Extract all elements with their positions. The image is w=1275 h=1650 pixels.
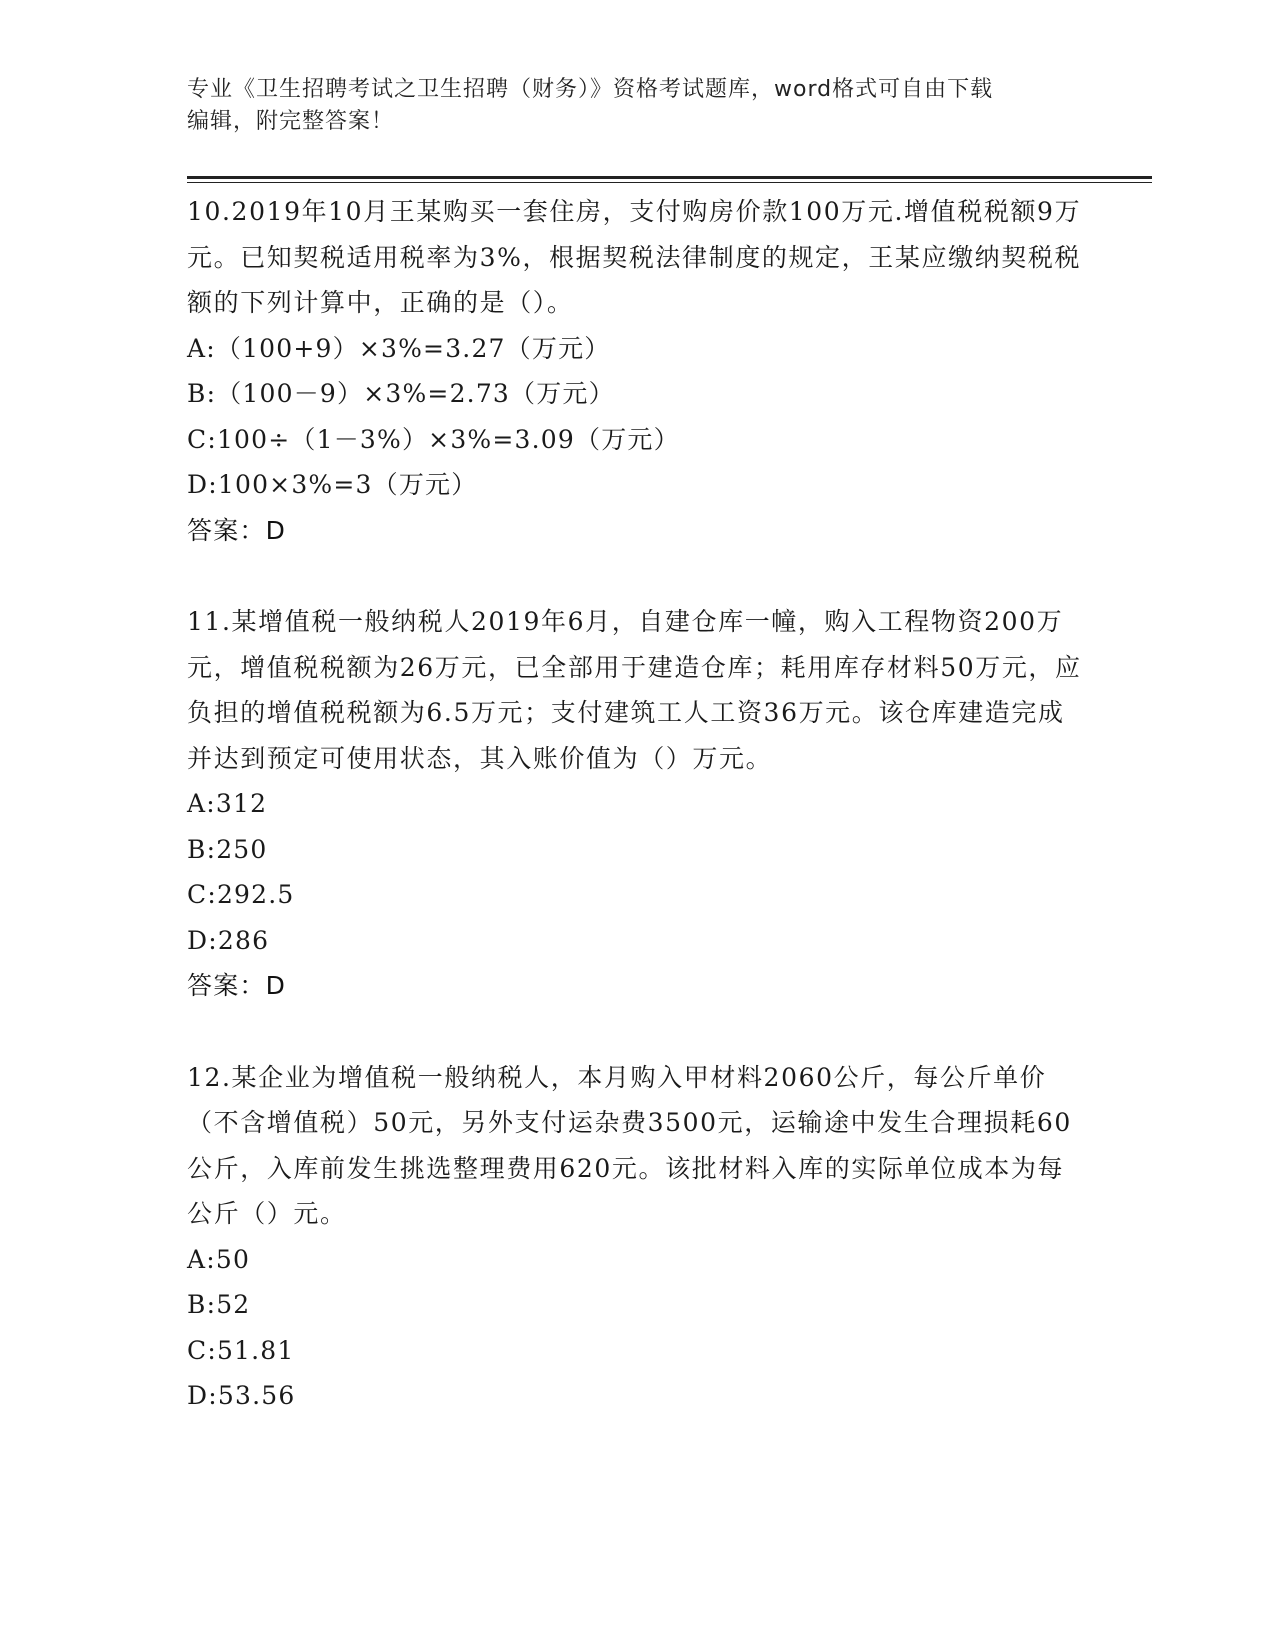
- option-a: A:50: [187, 1244, 251, 1274]
- option-c: C:100÷（1－3%）×3%=3.09（万元）: [187, 424, 680, 454]
- question-stem: 12.某企业为增值税一般纳税人，本月购入甲材料2060公斤，每公斤单价（不含增值税）50元，另外支付运杂费3500元，运输途中发生合理损耗60公斤，入库前发生挑选整理费用620元。该批材料入库的实际单位成本为每公斤（）元。: [187, 1062, 1072, 1228]
- header-divider-thick: [187, 176, 1152, 179]
- option-b: B:250: [187, 834, 268, 864]
- option-a: A:（100+9）×3%=3.27（万元）: [187, 333, 611, 363]
- document-header: [187, 74, 1067, 138]
- question-12: [187, 1055, 1087, 1419]
- option-d: D:286: [187, 925, 270, 955]
- option-list: [187, 326, 1087, 508]
- option-b: B:52: [187, 1290, 251, 1319]
- option-d: D:53.56: [187, 1381, 296, 1410]
- option-a: A:312: [187, 789, 268, 818]
- question-list: [187, 189, 1087, 1465]
- option-list: [187, 1237, 1087, 1419]
- question-stem: 10.2019年10月王某购买一套住房，支付购房价款100万元.增值税税额9万元。已知契税适用税率为3%，根据契税法律制度的规定，王某应缴纳契税税额的下列计算中，正确的是（）。: [187, 197, 1082, 317]
- option-d: D:100×3%=3（万元）: [187, 470, 478, 499]
- question-stem: 11.某增值税一般纳税人2019年6月，自建仓库一幢，购入工程物资200万元，增值税税额为26万元，已全部用于建造仓库；耗用库存材料50万元，应负担的增值税税额为6.5万元；支付建筑工人工资36万元。该仓库建造完成并达到预定可使用状态，其入账价值为（）万元。: [187, 607, 1082, 773]
- option-c: C:51.81: [187, 1335, 295, 1365]
- answer-line: 答案：D: [187, 971, 287, 1000]
- header-line-2: 编辑，附完整答案！: [187, 109, 395, 134]
- answer-line: 答案：D: [187, 515, 287, 545]
- option-c: C:292.5: [187, 880, 295, 909]
- header-line-1: 专业《卫生招聘考试之卫生招聘（财务）》资格考试题库，word格式可自由下载: [187, 77, 994, 102]
- option-list: [187, 781, 1087, 963]
- header-divider-thin: [187, 182, 1152, 183]
- option-b: B:（100－9）×3%=2.73（万元）: [187, 379, 615, 408]
- question-11: [187, 599, 1087, 1009]
- question-10: [187, 189, 1087, 553]
